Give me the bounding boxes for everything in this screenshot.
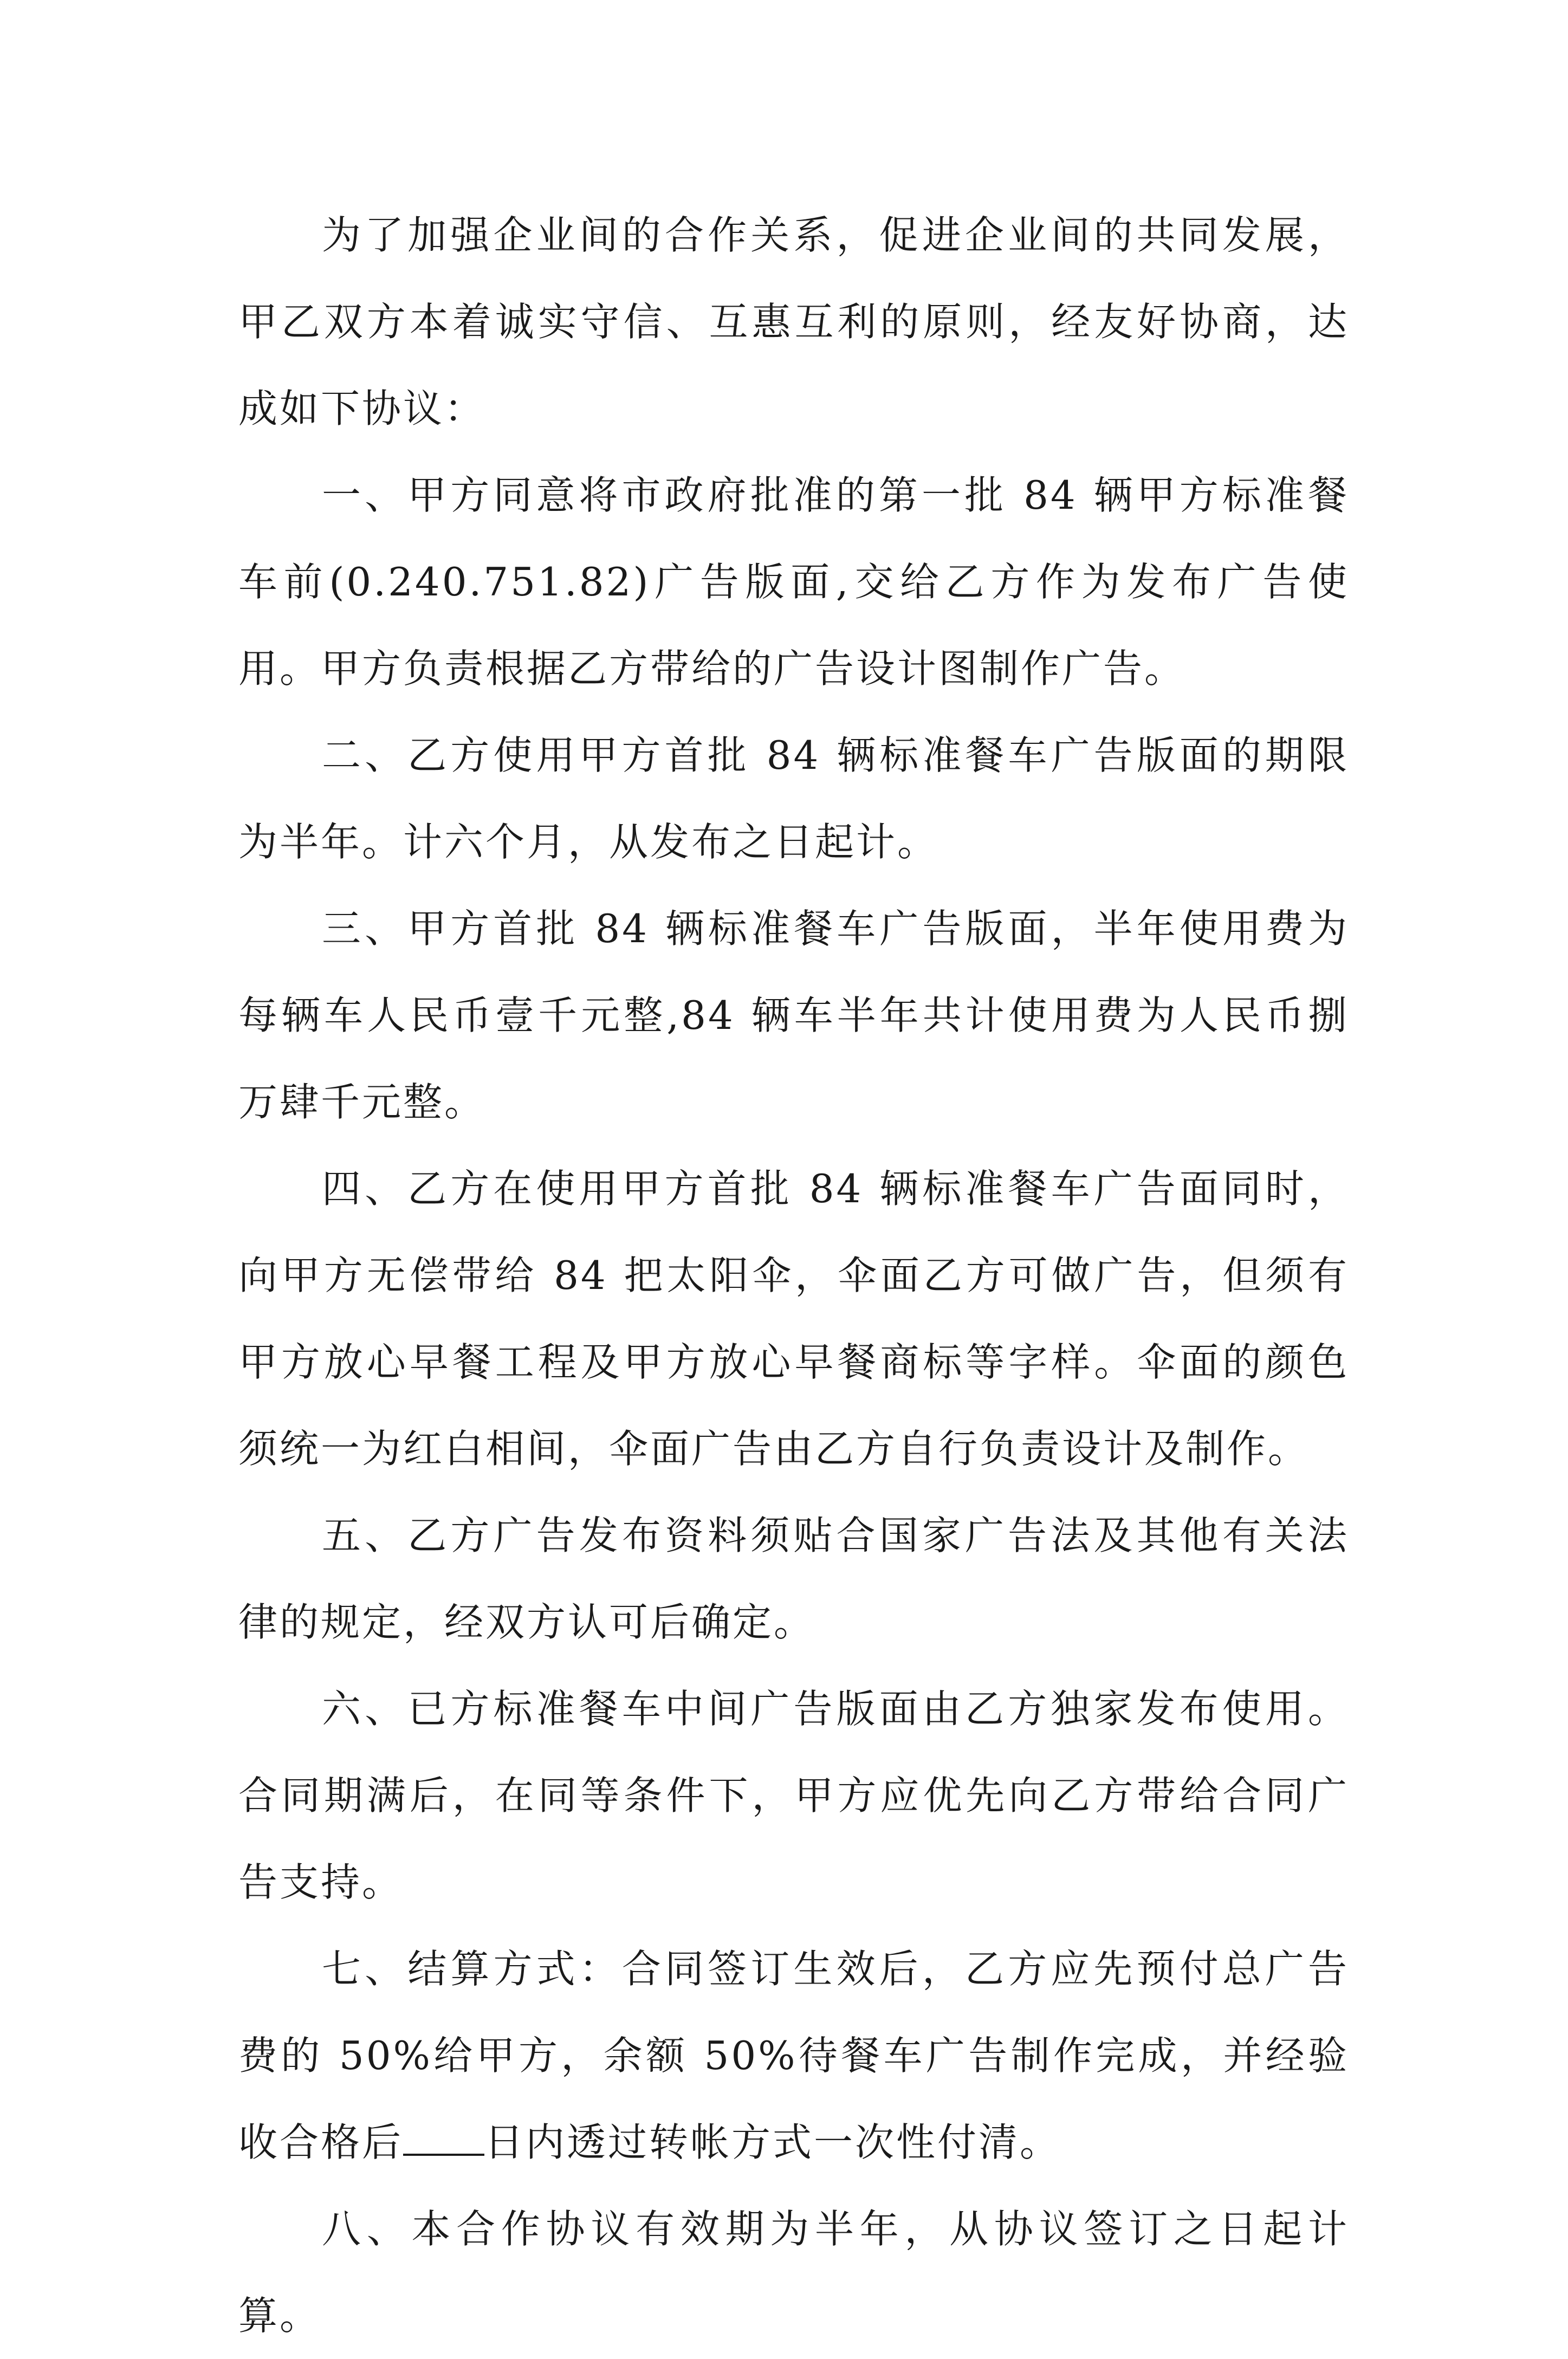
intro-paragraph: 为了加强企业间的合作关系，促进企业间的共同发展，甲乙双方本着诚实守信、互惠互利的原则，经友好协商，达成如下协议： — [238, 212, 1349, 431]
fill-in-blank — [403, 2121, 484, 2156]
clause-5: 五、乙方广告发布资料须贴合国家广告法及其他有关法律的规定，经双方认可后确定。 — [238, 1513, 1349, 1645]
clause-4: 四、乙方在使用甲方首批 84 辆标准餐车广告面同时，向甲方无偿带给 84 把太阳伞，伞面乙方可做广告，但须有甲方放心早餐工程及甲方放心早餐商标等字样。伞面的颜色须统一为红白相间，伞面广告由乙方自行负责设计及制作。 — [238, 1166, 1349, 1472]
clause-1: 一、甲方同意将市政府批准的第一批 84 辆甲方标准餐车前(0.240.751.82)广告版面,交给乙方作为发布广告使用。甲方负责根据乙方带给的广告设计图制作广告。 — [238, 472, 1349, 691]
clause-7 — [238, 1926, 1349, 2186]
contract-body — [238, 192, 1349, 2359]
clause-2: 二、乙方使用甲方首批 84 辆标准餐车广告版面的期限为半年。计六个月，从发布之日起计。 — [238, 733, 1349, 865]
clause-7-text-before: 七、结算方式：合同签订生效后，乙方应先预付总广告费的 50%给甲方，余额 50%待餐车广告制作完成，并经验收合格后 — [238, 1946, 1349, 2165]
clause-8: 八、本合作协议有效期为半年，从协议签订之日起计算。 — [238, 2206, 1349, 2338]
clause-3: 三、甲方首批 84 辆标准餐车广告版面，半年使用费为每辆车人民币壹千元整,84 辆车半年共计使用费为人民币捌万肆千元整。 — [238, 906, 1349, 1125]
clause-6: 六、已方标准餐车中间广告版面由乙方独家发布使用。合同期满后，在同等条件下，甲方应优先向乙方带给合同广告支持。 — [238, 1686, 1349, 1905]
clause-7-text-after: 日内透过转帐方式一次性付清。 — [484, 2120, 1061, 2165]
